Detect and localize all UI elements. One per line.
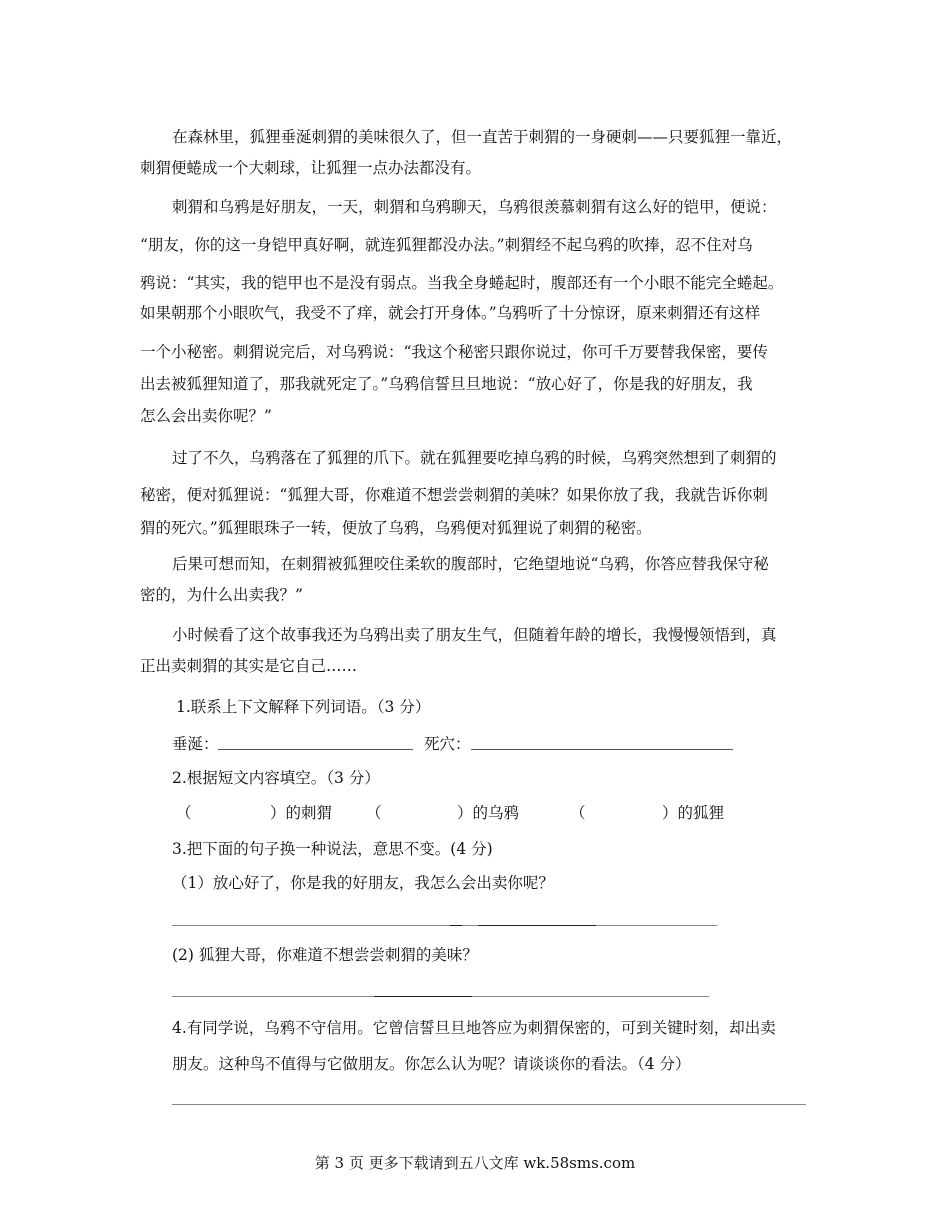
q2-blank-2-open: （ (366, 804, 382, 822)
story-line: 过了不久，乌鸦落在了狐狸的爪下。就在狐狸要吃掉乌鸦的时候，乌鸦突然想到了刺猬的 (172, 449, 777, 467)
story-line: 正出卖刺猬的其实是它自己…… (140, 657, 358, 675)
q2-blank-3-label: ）的狐狸 (662, 804, 725, 822)
q2-blank-2-label: ）的乌鸦 (457, 804, 520, 822)
q4-answer-line[interactable] (172, 1104, 806, 1105)
q2-blank-1-label: ）的刺猬 (270, 804, 333, 822)
story-line: 刺猬和乌鸦是好朋友，一天，刺猬和乌鸦聊天，乌鸦很羡慕刺猬有这么好的铠甲，便说： (172, 198, 777, 216)
q3-answer-line-1[interactable] (172, 925, 717, 926)
q3-answer-line-1-mark (450, 925, 462, 926)
q3-answer-line-1-mark (478, 925, 596, 926)
question-3-prompt: 3.把下面的句子换一种说法，意思不变。(4 分) (172, 840, 493, 858)
q3-sentence-2: (2) 狐狸大哥，你难道不想尝尝刺猬的美味？ (172, 946, 478, 964)
story-line: “朋友，你的这一身铠甲真好啊，就连狐狸都没办法。”刺猬经不起乌鸦的吹捧，忍不住对乌 (140, 236, 753, 254)
story-line: 在森林里，狐狸垂涎刺猬的美味很久了，但一直苦于刺猬的一身硬刺——只要狐狸一靠近， (172, 128, 793, 146)
question-2-prompt: 2.根据短文内容填空。（3 分） (172, 769, 380, 787)
q2-blank-1-open: （ (176, 804, 192, 822)
q3-answer-line-2-mark (374, 996, 472, 997)
q1-word-2-label: 死穴： (424, 735, 471, 753)
story-line: 一个小秘密。刺猬说完后，对乌鸦说：“我这个秘密只跟你说过，你可千万要替我保密，要传 (140, 343, 768, 361)
question-4-prompt-line-2: 朋友。这种鸟不值得与它做朋友。你怎么认为呢？请谈谈你的看法。（4 分） (172, 1055, 691, 1073)
q3-sentence-1: （1）放心好了，你是我的好朋友，我怎么会出卖你呢？ (172, 874, 554, 892)
story-line: 出去被狐狸知道了，那我就死定了。”乌鸦信誓旦旦地说：“放心好了，你是我的好朋友，我 (140, 375, 753, 393)
story-line: 刺猬便蜷成一个大刺球，让狐狸一点办法都没有。 (140, 159, 482, 177)
q2-blank-3-open: （ (570, 804, 586, 822)
story-line: 猬的死穴。”狐狸眼珠子一转，便放了乌鸦，乌鸦便对狐狸说了刺猬的秘密。 (140, 519, 652, 537)
page-footer: 第 3 页 更多下载请到五八文库 wk.58sms.com (314, 1154, 636, 1172)
story-line: 怎么会出卖你呢？” (140, 407, 272, 425)
story-line: 秘密，便对狐狸说：“狐狸大哥，你难道不想尝尝刺猬的美味？如果你放了我，我就告诉你刺 (140, 486, 768, 504)
story-line: 如果朝那个小眼吹气，我受不了痒，就会打开身体。”乌鸦听了十分惊讶，原来刺猬还有这样 (140, 304, 761, 322)
q1-answer-line-2[interactable] (471, 749, 733, 750)
question-4-prompt-line-1: 4.有同学说，乌鸦不守信用。它曾信誓旦旦地答应为刺猬保密的，可到关键时刻，却出卖 (172, 1019, 776, 1037)
q1-word-1-label: 垂涎： (172, 735, 219, 753)
story-line: 鸦说：“其实，我的铠甲也不是没有弱点。当我全身蜷起时，腹部还有一个小眼不能完全蜷起。 (140, 274, 784, 292)
story-line: 小时候看了这个故事我还为乌鸦出卖了朋友生气，但随着年龄的增长，我慢慢领悟到，真 (172, 626, 777, 644)
q1-answer-line-1[interactable] (218, 749, 413, 750)
story-line: 密的，为什么出卖我？” (140, 586, 303, 604)
question-1-prompt: 1.联系上下文解释下列词语。（3 分） (176, 698, 431, 716)
story-line: 后果可想而知，在刺猬被狐狸咬住柔软的腹部时，它绝望地说“乌鸦，你答应替我保守秘 (172, 555, 769, 573)
